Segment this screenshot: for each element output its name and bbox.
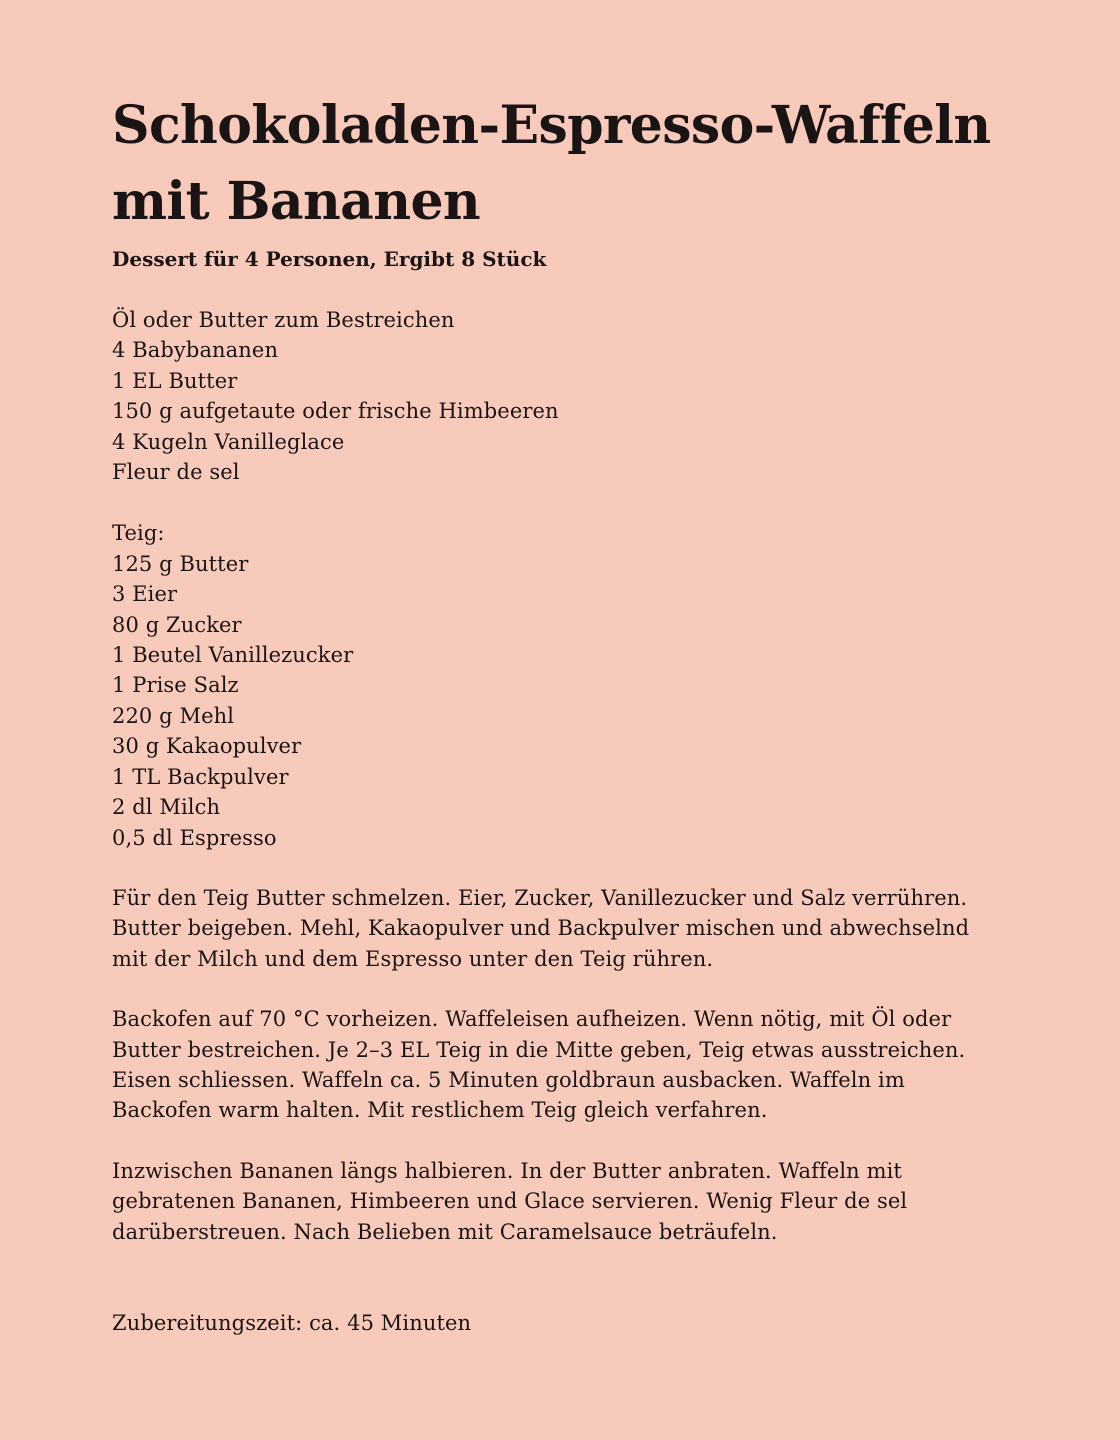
ingredient-item: 150 g aufgetaute oder frische Himbeeren	[112, 399, 559, 424]
teig-heading: Teig:	[112, 521, 165, 546]
ingredient-item: 4 Kugeln Vanilleglace	[112, 429, 345, 454]
teig-item: 3 Eier	[112, 582, 178, 607]
recipe-title	[112, 0, 991, 240]
teig-ingredient-list	[112, 518, 970, 852]
teig-item: 80 g Zucker	[112, 612, 242, 637]
preparation-time: Zubereitungszeit: ca. 45 Minuten	[112, 1310, 472, 1335]
teig-item: 1 Beutel Vanillezucker	[112, 643, 354, 668]
ingredient-item: 4 Babybananen	[112, 338, 279, 363]
instruction-step-2: Backofen auf 70 °C vorheizen. Waffeleisen aufheizen. Wenn nötig, mit Öl oder Butter bestreichen. Je 2–3 EL Teig in die Mitte geben, Teig etwas ausstreichen. Eisen schliessen. Waffeln ca. 5 Minuten goldbraun ausbacken. Waffeln im Backofen warm halten. Mit restlichem Teig gleich verfahren.	[112, 1007, 966, 1123]
ingredient-item: 1 EL Butter	[112, 368, 238, 393]
teig-item: 1 TL Backpulver	[112, 764, 289, 789]
teig-item: 0,5 dl Espresso	[112, 825, 277, 850]
instruction-step-3: Inzwischen Bananen längs halbieren. In der Butter anbraten. Waffeln mit gebratenen Bananen, Himbeeren und Glace servieren. Wenig Fleur de sel darüberstreuen. Nach Belieben mit Caramelsauce beträufeln.	[112, 1158, 908, 1244]
teig-item: 1 Prise Salz	[112, 673, 239, 698]
ingredient-item: Fleur de sel	[112, 460, 240, 485]
recipe-title-line-2: mit Bananen	[112, 171, 481, 232]
ingredient-item: Öl oder Butter zum Bestreichen	[112, 308, 455, 332]
ingredient-list	[112, 305, 970, 487]
teig-item: 2 dl Milch	[112, 795, 221, 820]
instruction-step-1: Für den Teig Butter schmelzen. Eier, Zucker, Vanillezucker und Salz verrühren. Butter beigeben. Mehl, Kakaopulver und Backpulver mischen und abwechselnd mit der Milch und dem Espresso unter den Teig rühren.	[112, 885, 970, 971]
recipe-title-line-1: Schokoladen-Espresso-Waffeln	[112, 95, 991, 156]
recipe-subtitle: Dessert für 4 Personen, Ergibt 8 Stück	[112, 247, 547, 271]
teig-item: 220 g Mehl	[112, 703, 235, 728]
instructions	[112, 883, 970, 1247]
teig-item: 125 g Butter	[112, 551, 249, 576]
teig-item: 30 g Kakaopulver	[112, 734, 302, 759]
